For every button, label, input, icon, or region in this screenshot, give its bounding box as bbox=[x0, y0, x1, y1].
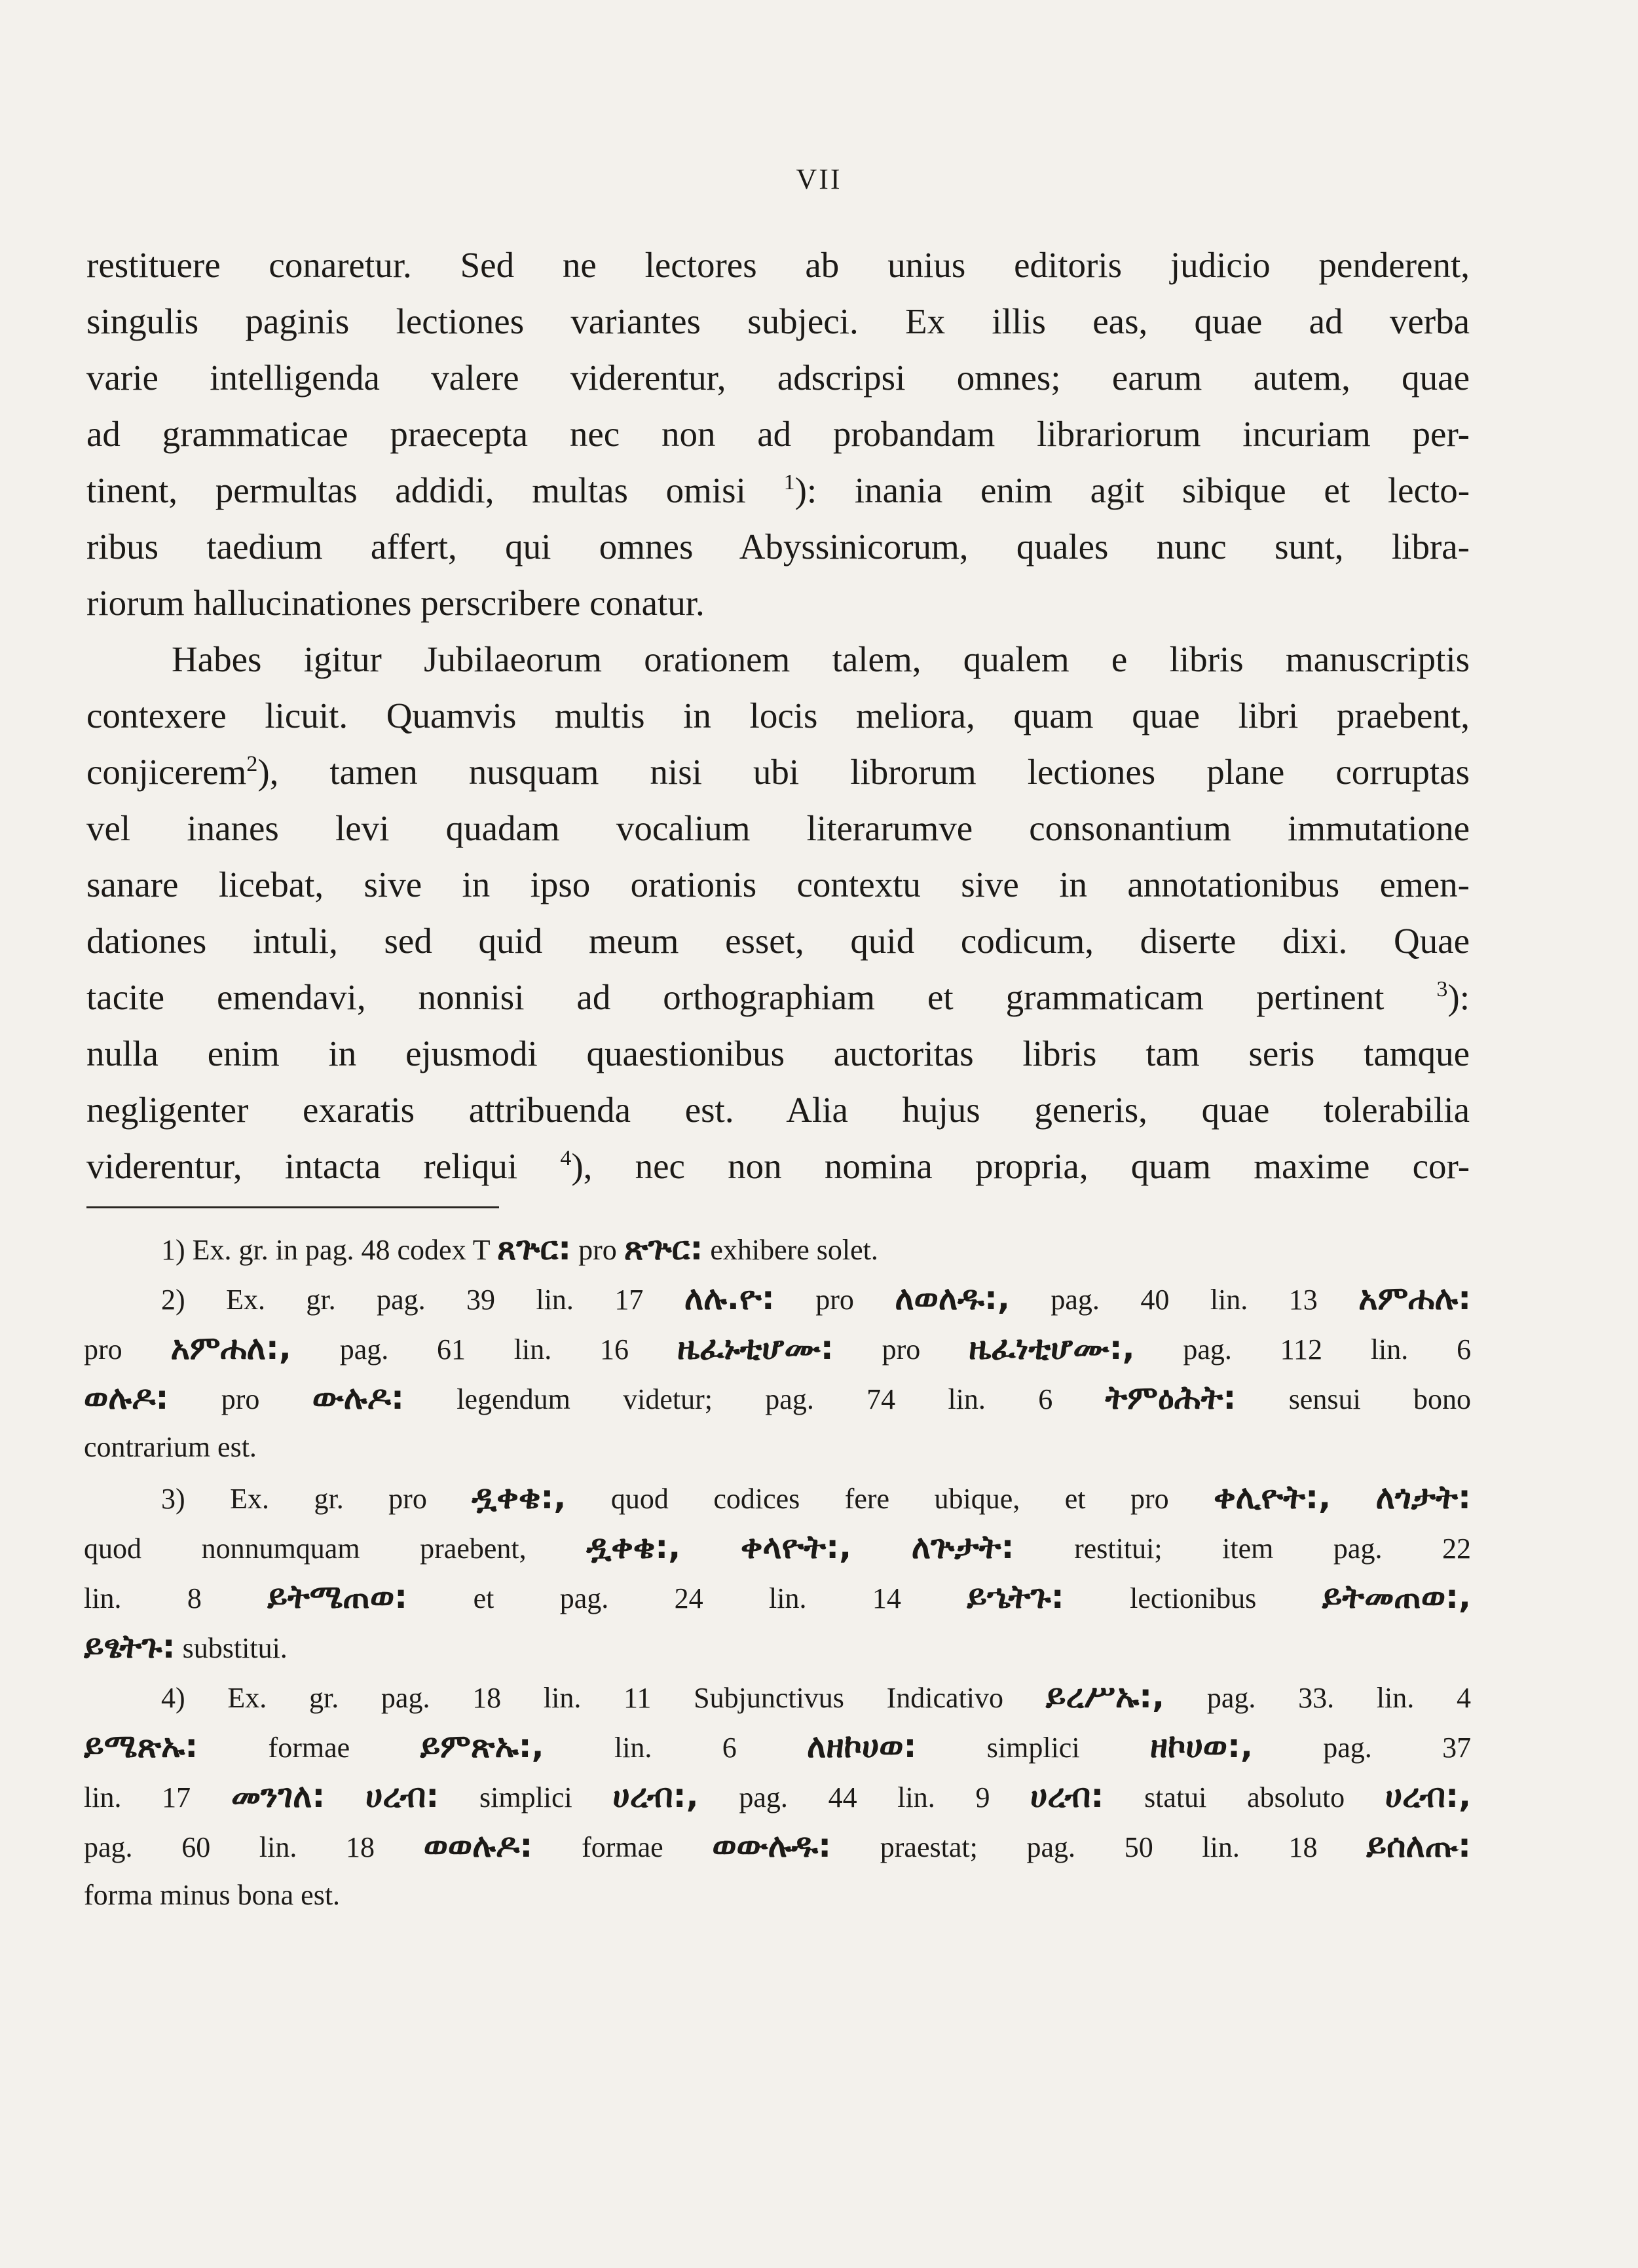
footnote-2-line: ወሉዶ: pro ውሉዶ: legendum videtur; pag. 74 lin. 6 ትምዕሕት: sensui bono bbox=[84, 1379, 1471, 1417]
footnote-4-line: lin. 17 መንገለ: ሀረብ: simplici ሀረብ:, pag. 44 lin. 9 ሀረብ: statui absoluto ሀረብ:, bbox=[84, 1777, 1471, 1815]
text-line: negligenter exaratis attribuenda est. Alia hujus generis, quae tolerabilia bbox=[86, 1090, 1470, 1130]
text-line: ribus taedium affert, qui omnes Abyssinicorum, quales nunc sunt, libra- bbox=[86, 527, 1470, 567]
footnote-2: 2) Ex. gr. pag. 39 lin. 17 ለሉ.ዮ: pro ለወለዱ:, pag. 40 lin. 13 አምሐሉ: bbox=[161, 1279, 1471, 1317]
footnote-ref-4: 4 bbox=[560, 1146, 572, 1170]
footnote-4-line: forma minus bona est. bbox=[84, 1879, 341, 1911]
text-line: dationes intuli, sed quid meum esset, quid codicum, diserte dixi. Quae bbox=[86, 921, 1470, 961]
text-line: varie intelligenda valere viderentur, adscripsi omnes; earum autem, quae bbox=[86, 358, 1470, 398]
text-line: conjicerem$^2$), tamen nusquam nisi ubi librorum lectiones plane corruptas bbox=[86, 752, 1470, 792]
footnote-3-line: ይፄትጉ: substitui. bbox=[84, 1627, 288, 1665]
text-line: viderentur, intacta reliqui $^4$), nec non nomina propria, quam maxime cor- bbox=[86, 1146, 1470, 1186]
page-number: VII bbox=[796, 163, 842, 195]
text-line: contexere licuit. Quamvis multis in locis meliora, quam quae libri praebent, bbox=[86, 696, 1470, 735]
text-line: tacite emendavi, nonnisi ad orthographiam et grammaticam pertinent $^3$): bbox=[86, 977, 1470, 1017]
footnote-3: 3) Ex. gr. pro ዷቀቄ:, quod codices fere ubique, et pro ቀሊዮት:, ለጎታት: bbox=[161, 1478, 1471, 1516]
footnote-3-line: lin. 8 ይትሜጠወ: et pag. 24 lin. 14 ይኄትጉ: lectionibus ይትመጠወ:, bbox=[84, 1578, 1471, 1616]
footnote-ref-2: 2 bbox=[246, 752, 258, 776]
footnote-2-line: contrarium est. bbox=[84, 1431, 257, 1463]
footnote-2-line: pro አምሐለ:, pag. 61 lin. 16 ዜፈኑቲሆሙ: pro ዜፈነቲሆሙ:, pag. 112 lin. 6 bbox=[84, 1329, 1471, 1367]
text-line: ad grammaticae praecepta nec non ad probandam librariorum incuriam per- bbox=[86, 414, 1470, 454]
footnote-3-line: quod nonnumquam praebent, ዷቀቄ:, ቀላዮት:, ለጕታት: restitui; item pag. 22 bbox=[84, 1528, 1471, 1566]
footnote-4: 4) Ex. gr. pag. 18 lin. 11 Subjunctivus Indicativo ይረሥኡ:, pag. 33. lin. 4 bbox=[161, 1677, 1471, 1715]
footnote-4-line: pag. 60 lin. 18 ወወሉዶ: formae ወውሉዱ: praestat; pag. 50 lin. 18 ይሰለጡ: bbox=[84, 1827, 1471, 1865]
text-line: singulis paginis lectiones variantes subjeci. Ex illis eas, quae ad verba bbox=[86, 301, 1470, 341]
text-line: Habes igitur Jubilaeorum orationem talem, qualem e libris manuscriptis bbox=[172, 639, 1470, 679]
main-text bbox=[86, 237, 1470, 1195]
text-line: vel inanes levi quadam vocalium literarumve consonantium immutatione bbox=[86, 808, 1470, 848]
text-line: sanare licebat, sive in ipso orationis contextu sive in annotationibus emen- bbox=[86, 864, 1470, 904]
text-line: nulla enim in ejusmodi quaestionibus auctoritas libris tam seris tamque bbox=[86, 1033, 1470, 1073]
text-line: restituere conaretur. Sed ne lectores ab unius editoris judicio penderent, bbox=[86, 245, 1470, 285]
footnote-rule bbox=[86, 1206, 499, 1208]
footnotes bbox=[84, 1223, 1471, 1920]
footnote-ref-1: 1 bbox=[783, 470, 795, 494]
text-line: riorum hallucinationes perscribere conatur. bbox=[86, 583, 705, 623]
footnote-ref-3: 3 bbox=[1436, 977, 1448, 1001]
text-line: tinent, permultas addidi, multas omisi $^1$): inania enim agit sibique et lecto- bbox=[86, 470, 1470, 510]
footnote-1: 1) Ex. gr. in pag. 48 codex T ጸጕር: pro ጽጕር: exhibere solet. bbox=[161, 1229, 878, 1267]
footnote-4-line: ይሜጽኡ: formae ይምጽኡ:, lin. 6 ለዘኮሀወ: simplici ዘኮሀወ:, pag. 37 bbox=[84, 1727, 1471, 1765]
